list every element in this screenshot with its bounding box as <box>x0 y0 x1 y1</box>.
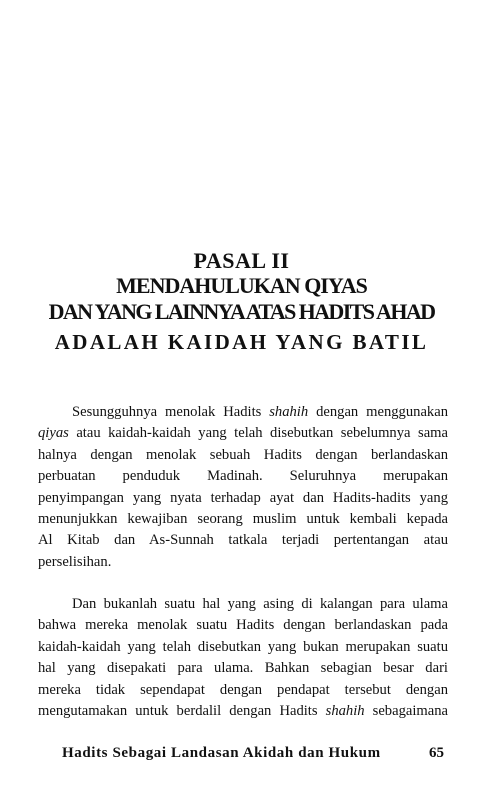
text-line: mengutamakan untuk berdalil dengan Hadits shahih sebagaimana <box>38 702 449 719</box>
chapter-number: PASAL II <box>193 248 290 273</box>
chapter-title-line-2: DAN YANG LAINNYA ATAS HADITS AHAD <box>48 299 435 324</box>
chapter-title-line-3: ADALAH KAIDAH YANG BATIL <box>54 330 429 354</box>
text-line: penyimpangan yang nyata terhadap ayat dan Hadits-hadits yang <box>38 489 448 506</box>
paragraph-2 <box>38 594 448 722</box>
text-line: halnya dengan menolak sebuah Hadits dengan berlandaskan <box>38 446 448 463</box>
paragraph-1 <box>38 402 448 573</box>
text-line: bahwa mereka menolak suatu Hadits dengan berlandaskan pada <box>38 617 448 634</box>
text-line: Dan bukanlah suatu hal yang asing di kalangan para ulama <box>72 596 448 612</box>
text-line: menunjukkan kewajiban seorang muslim untuk kembali kepada <box>38 510 448 527</box>
text-line: Sesungguhnya menolak Hadits shahih dengan menggunakan <box>72 404 448 420</box>
text-line: kaidah-kaidah yang telah disebutkan yang bukan merupakan suatu <box>38 638 448 655</box>
running-title: Hadits Sebagai Landasan Akidah dan Hukum <box>62 745 381 761</box>
text-line: hal yang disepakati para ulama. Bahkan sebagian besar dari <box>38 660 448 677</box>
text-line: Al Kitab dan As-Sunnah tatkala terjadi pertentangan atau <box>38 532 448 549</box>
page-number: 65 <box>429 745 444 761</box>
text-line: mereka tidak sependapat dengan pendapat tersebut dengan <box>38 681 448 698</box>
text-line: perbuatan penduduk Madinah. Seluruhnya merupakan <box>38 468 448 485</box>
page-footer <box>0 743 483 767</box>
text-line: qiyas atau kaidah-kaidah yang telah disebutkan sebelumnya sama <box>38 425 448 442</box>
chapter-title-line-1: MENDAHULUKAN QIYAS <box>116 273 367 298</box>
text-line: perselisihan. <box>38 553 112 570</box>
